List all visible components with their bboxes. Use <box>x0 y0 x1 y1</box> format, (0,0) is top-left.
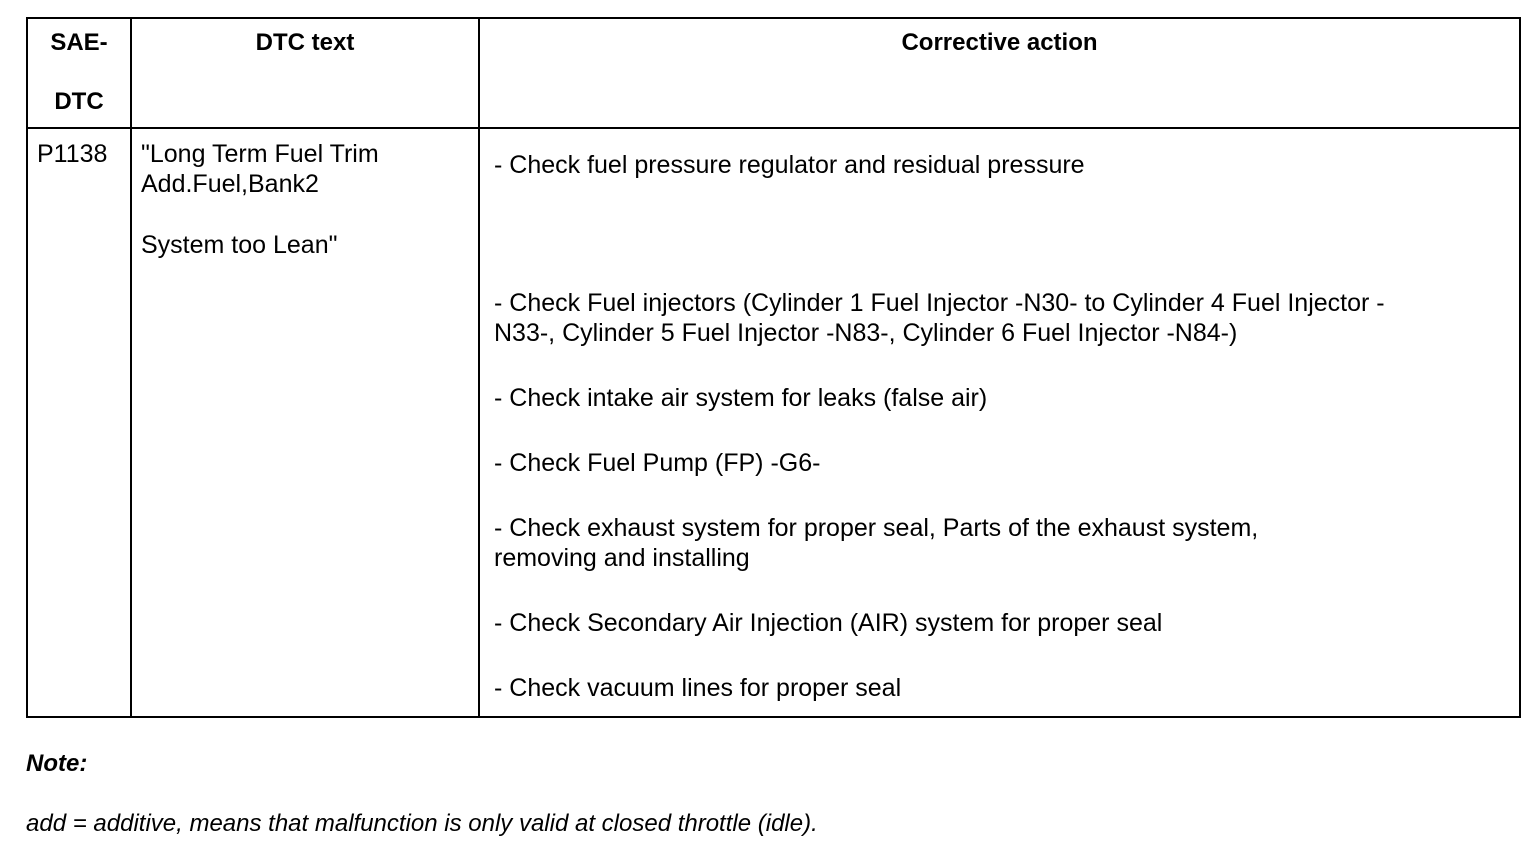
dtc-code: P1138 <box>37 140 108 168</box>
header-dtc-text <box>131 18 479 128</box>
dtc-table <box>26 17 1521 718</box>
corrective-action-cell <box>479 128 1520 717</box>
corrective-action-item: - Check Fuel Pump (FP) -G6- <box>494 449 821 477</box>
corrective-action-item: - Check fuel pressure regulator and residual pressure <box>494 151 1085 179</box>
header-corrective-action <box>479 18 1520 128</box>
corrective-action-item: - Check vacuum lines for proper seal <box>494 674 902 702</box>
header-sae-dtc-line1: SAE- <box>50 29 108 56</box>
header-dtc-text-label: DTC text <box>255 29 355 56</box>
note-text: add = additive, means that malfunction is only valid at closed throttle (idle). <box>26 810 818 837</box>
corrective-action-item: - Check Fuel injectors (Cylinder 1 Fuel Injector -N30- to Cylinder 4 Fuel Injector - N33-, Cylinder 5 Fuel Injector -N83-, Cylinder 6 Fuel Injector -N84-) <box>494 289 1385 347</box>
header-sae-dtc-line2: DTC <box>54 88 104 115</box>
corrective-action-item: - Check intake air system for leaks (false air) <box>494 384 988 412</box>
dtc-text-cell <box>131 128 479 717</box>
corrective-action-item: - Check exhaust system for proper seal, Parts of the exhaust system, removing and installing <box>494 514 1259 572</box>
header-corrective-action-label: Corrective action <box>901 29 1098 56</box>
dtc-text-line1: "Long Term Fuel Trim Add.Fuel,Bank2 <box>141 140 379 198</box>
table-body <box>27 128 1520 717</box>
table-header <box>27 18 1520 128</box>
header-sae-dtc <box>27 18 131 128</box>
table-row <box>27 128 1520 717</box>
dtc-code-cell <box>27 128 131 717</box>
header-row <box>27 18 1520 128</box>
dtc-text-line2: System too Lean" <box>141 231 338 259</box>
note-label: Note: <box>26 750 88 777</box>
corrective-action-item: - Check Secondary Air Injection (AIR) system for proper seal <box>494 609 1163 637</box>
